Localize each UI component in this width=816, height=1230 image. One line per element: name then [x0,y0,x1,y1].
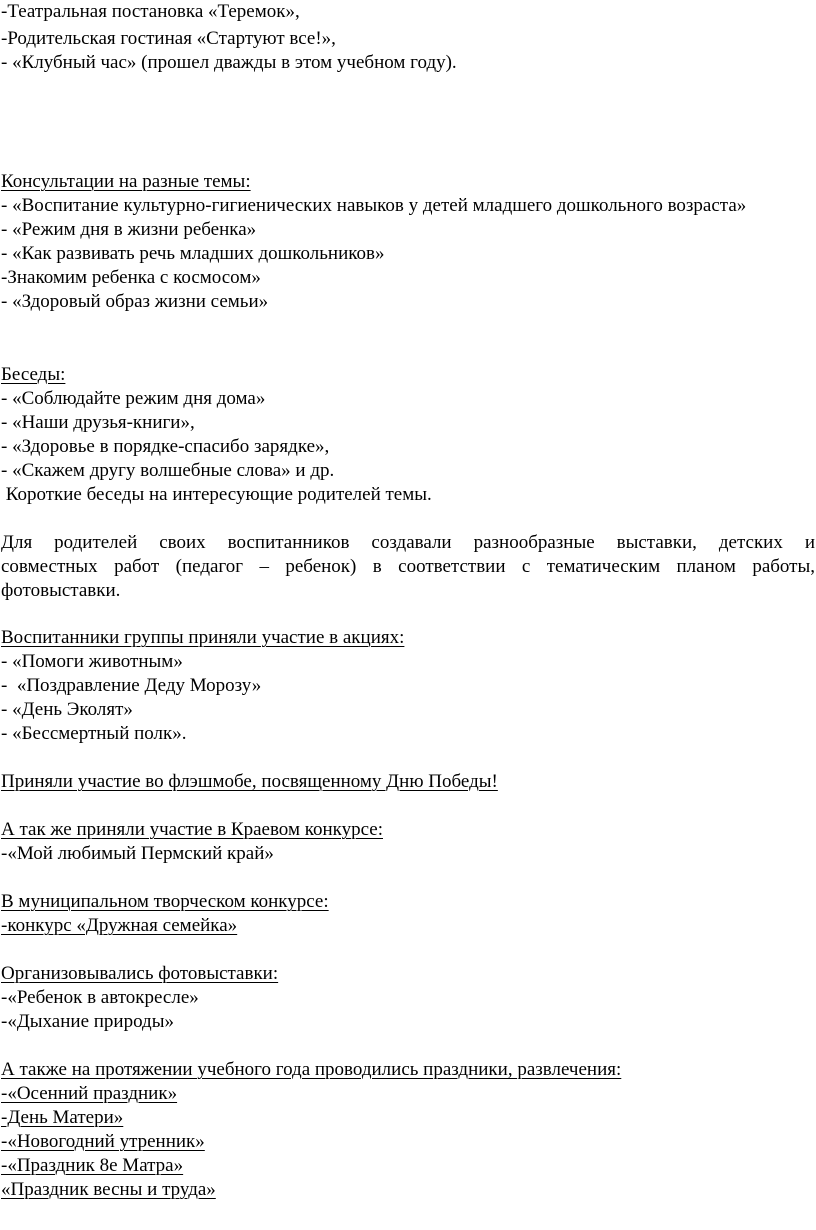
municipal-item: -конкурс «Дружная семейка» [1,915,238,936]
consult-item: - «Режим дня в жизни ребенка» [1,219,257,240]
holidays-item: -«Осенний праздник» [1,1083,178,1104]
actions-heading: Воспитанники группы приняли участие в акциях: [1,627,405,648]
consult-item: - «Как развивать речь младших дошкольников» [1,243,385,264]
holidays-item: -«Новогодний утренник» [1,1131,205,1152]
holidays-item: -День Матери» [1,1107,124,1128]
actions-item: - «Бессмертный полк». [1,723,187,744]
consult-item: - «Воспитание культурно-гигиенических навыков у детей младшего дошкольного возраста» [1,195,747,216]
intro-line: -Родительская гостиная «Стартуют все!», [1,28,336,49]
flashmob-line: Приняли участие во флэшмобе, посвященному Дню Победы! [1,771,498,792]
holidays-heading: А также на протяжении учебного года проводились праздники, развлечения: [1,1059,622,1080]
paragraph-line: совместных работ (педагог – ребенок) в соответствии с тематическим планом работы, [1,556,815,577]
talks-item: Короткие беседы на интересующие родителей темы. [1,484,432,505]
talks-item: - «Наши друзья-книги», [1,412,195,433]
regional-heading: А так же приняли участие в Краевом конкурсе: [1,819,383,840]
consult-item: -Знакомим ребенка с космосом» [1,267,261,288]
actions-item: - «День Эколят» [1,699,133,720]
holidays-item: «Праздник весны и труда» [1,1179,216,1200]
municipal-heading: В муниципальном творческом конкурсе: [1,891,329,912]
talks-item: - «Соблюдайте режим дня дома» [1,388,266,409]
talks-item: - «Скажем другу волшебные слова» и др. [1,460,335,481]
actions-item: - «Поздравление Деду Морозу» [1,675,262,696]
talks-item: - «Здоровье в порядке-спасибо зарядке», [1,436,330,457]
consult-heading: Консультации на разные темы: [1,171,251,192]
intro-line: - «Клубный час» (прошел дважды в этом учебном году). [1,52,457,73]
consult-item: - «Здоровый образ жизни семьи» [1,291,269,312]
photo-item: -«Ребенок в автокресле» [1,987,199,1008]
actions-item: - «Помоги животным» [1,651,183,672]
photo-heading: Организовывались фотовыставки: [1,963,279,984]
photo-item: -«Дыхание природы» [1,1011,174,1032]
intro-line: -Театральная постановка «Теремок», [1,1,300,22]
paragraph-line: Для родителей своих воспитанников создавали разнообразные выставки, детских и [1,532,815,553]
holidays-item: -«Праздник 8е Матра» [1,1155,184,1176]
paragraph-line: фотовыставки. [1,580,121,601]
talks-heading: Беседы: [1,364,66,385]
regional-item: -«Мой любимый Пермский край» [1,843,274,864]
